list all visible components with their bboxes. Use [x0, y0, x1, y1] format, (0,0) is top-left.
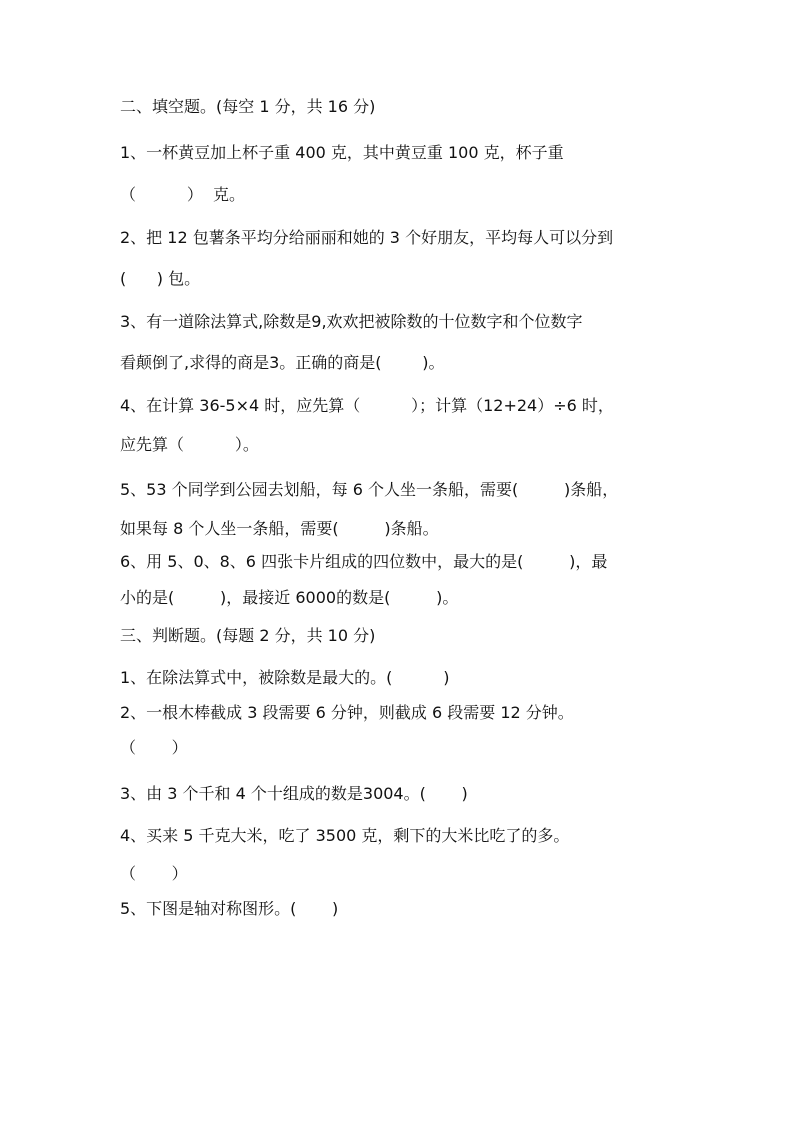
section-3-heading: 三、判断题。(每题 2 分，共 10 分)	[120, 626, 376, 645]
question-6-line-1: 6、用 5、0、8、6 四张卡片组成的四位数中，最大的是( )，最	[120, 552, 608, 571]
section-2-heading: 二、填空题。(每空 1 分，共 16 分)	[120, 97, 376, 116]
question-1-line-1: 1、一杯黄豆加上杯子重 400 克，其中黄豆重 100 克，杯子重	[120, 143, 564, 162]
question-1-line-2: （ ） 克。	[120, 185, 246, 204]
judgment-4-line-2: （ ）	[120, 864, 188, 883]
question-5-line-2: 如果每 8 个人坐一条船，需要( )条船。	[120, 519, 439, 538]
judgment-2-line-2: （ ）	[120, 738, 188, 757]
judgment-3: 3、由 3 个千和 4 个十组成的数是3004。( )	[120, 784, 468, 803]
question-3-line-2: 看颠倒了,求得的商是3。正确的商是( )。	[120, 353, 445, 372]
judgment-5: 5、下图是轴对称图形。( )	[120, 899, 339, 918]
question-6-line-2: 小的是( )，最接近 6000的数是( )。	[120, 588, 459, 607]
judgment-2-line-1: 2、一根木棒截成 3 段需要 6 分钟，则截成 6 段需要 12 分钟。	[120, 703, 574, 722]
question-3-line-1: 3、有一道除法算式,除数是9,欢欢把被除数的十位数字和个位数字	[120, 312, 583, 331]
judgment-4-line-1: 4、买来 5 千克大米，吃了 3500 克，剩下的大米比吃了的多。	[120, 826, 570, 845]
judgment-1: 1、在除法算式中，被除数是最大的。( )	[120, 668, 450, 687]
question-5-line-1: 5、53 个同学到公园去划船，每 6 个人坐一条船，需要( )条船，	[120, 480, 619, 499]
question-2-line-1: 2、把 12 包薯条平均分给丽丽和她的 3 个好朋友，平均每人可以分到	[120, 228, 614, 247]
question-4-line-2: 应先算（ ）。	[120, 435, 259, 454]
question-4-line-1: 4、在计算 36-5×4 时，应先算（ ）；计算（12+24）÷6 时，	[120, 396, 614, 415]
question-2-line-2: ( ) 包。	[120, 269, 201, 288]
